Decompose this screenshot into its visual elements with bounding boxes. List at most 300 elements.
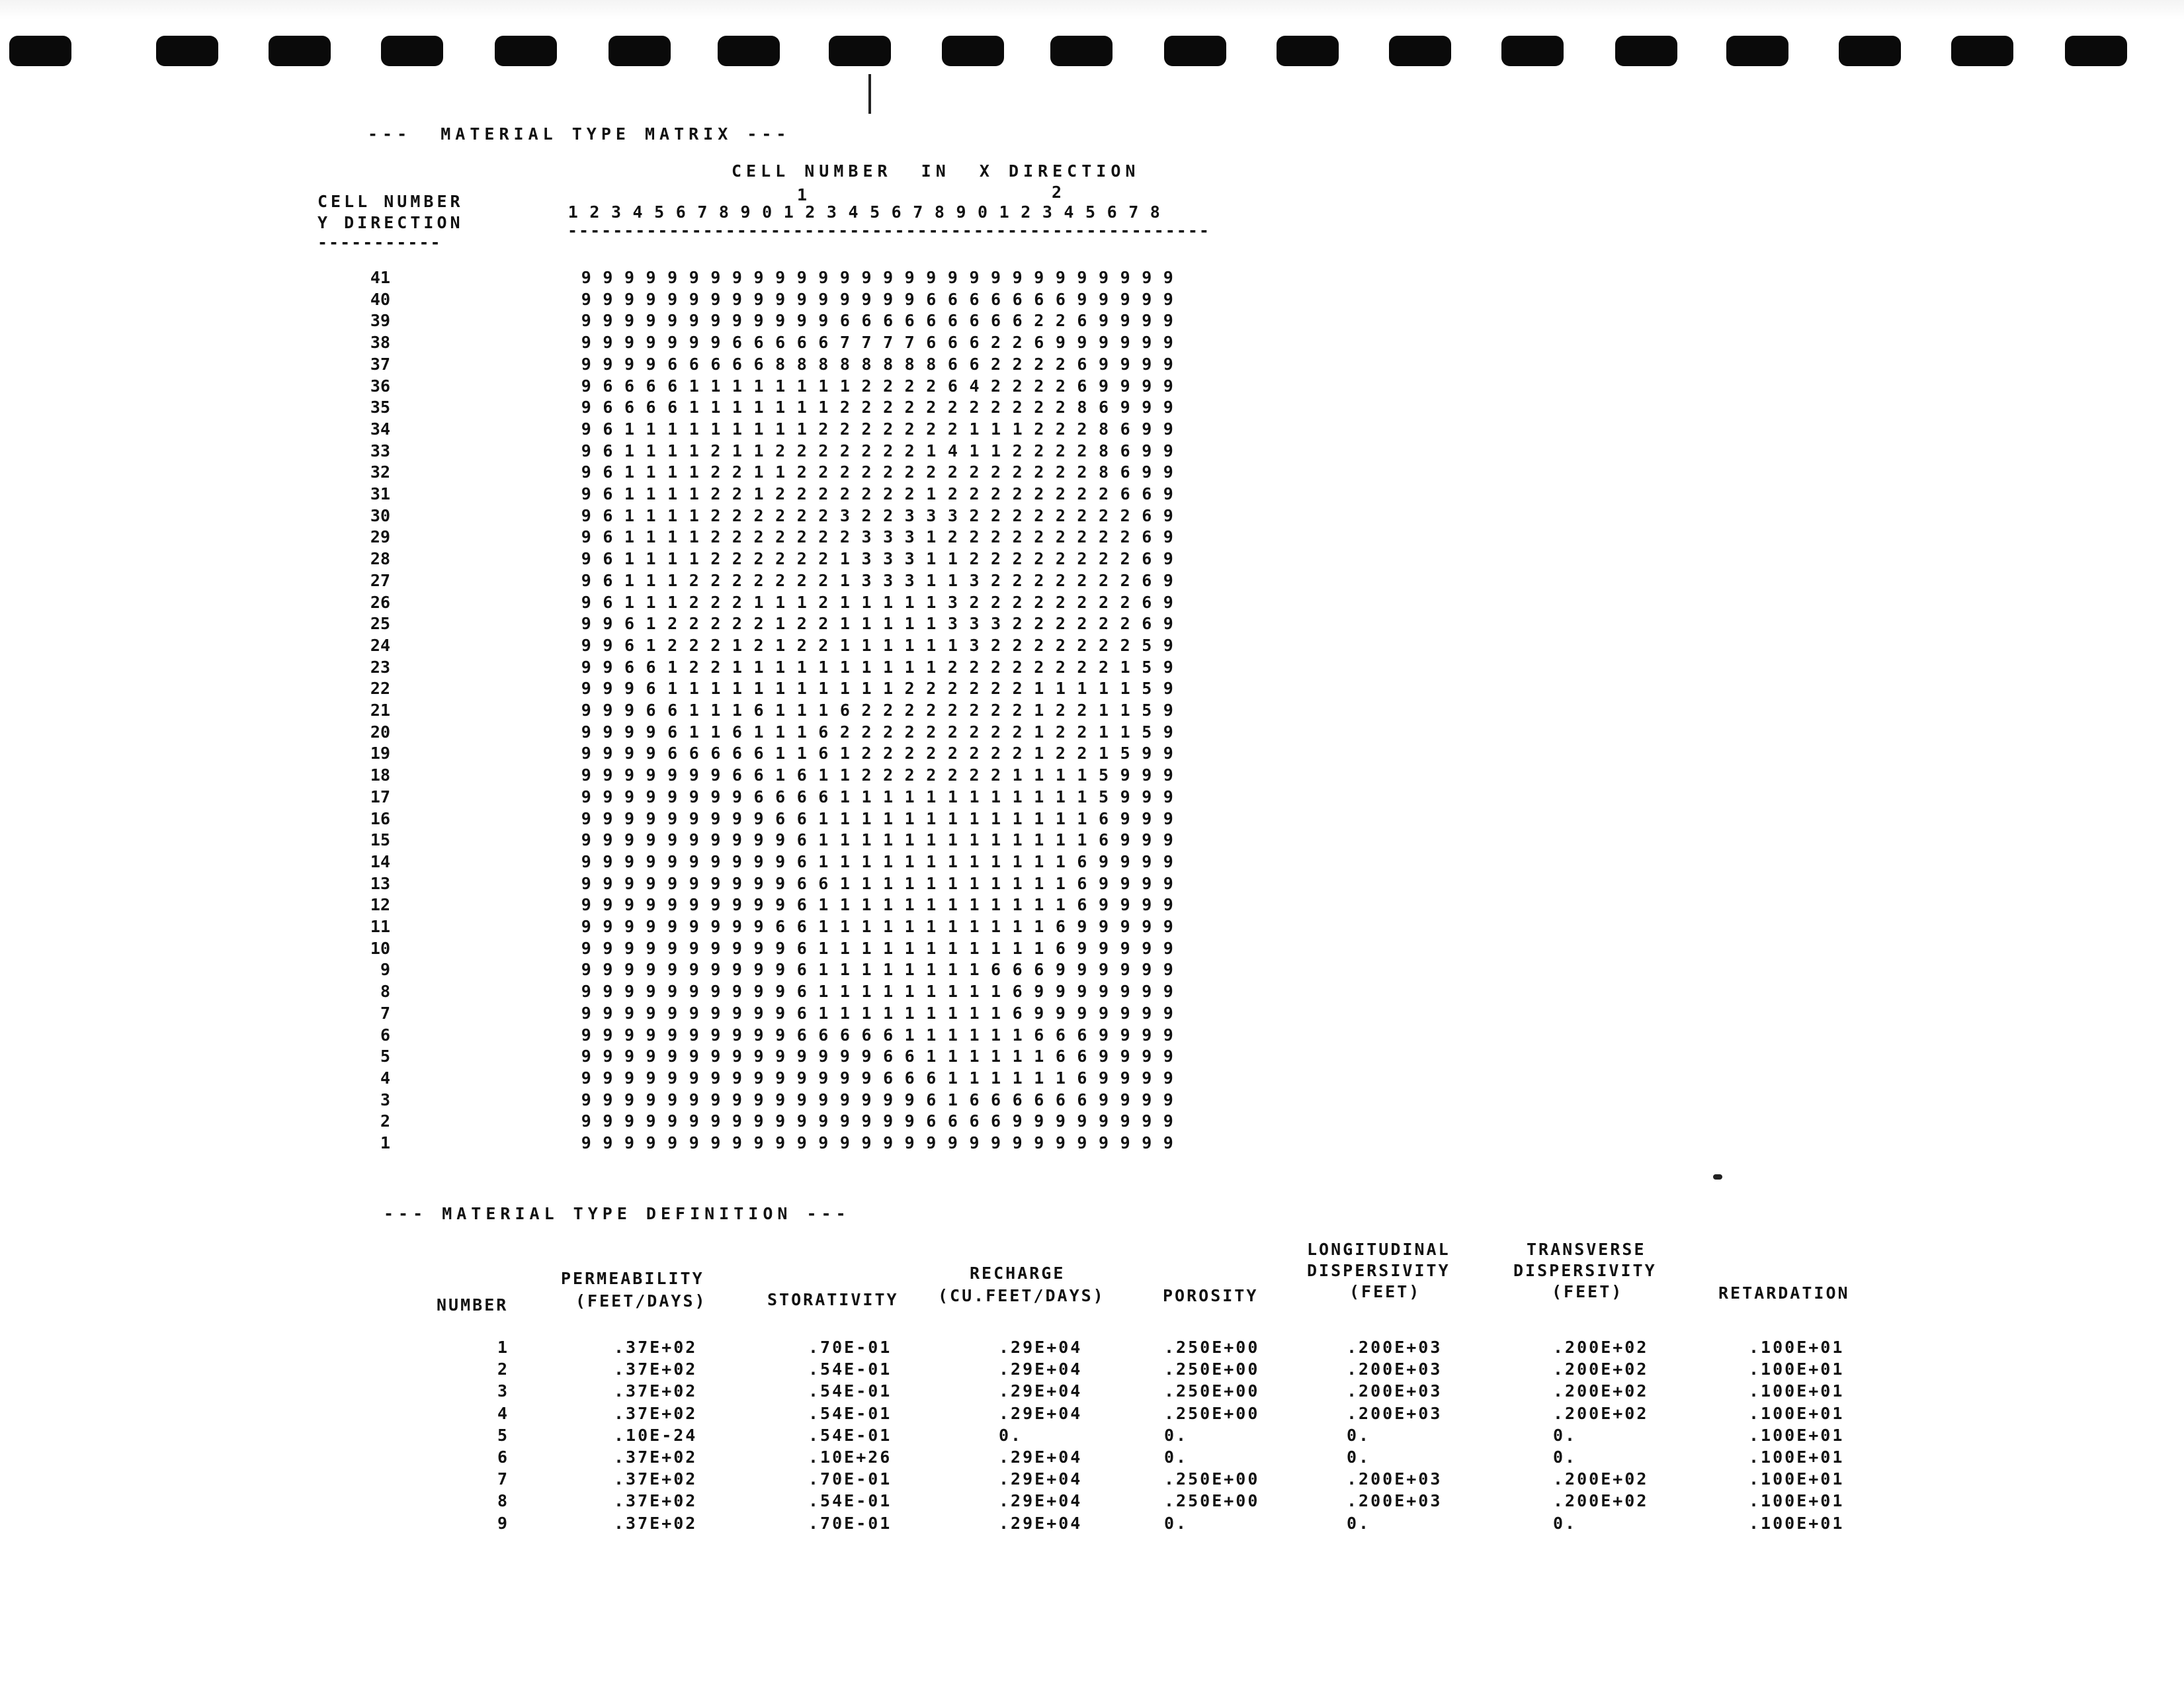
matrix-cell: 1 [861,982,872,1002]
x-column-numbers [562,202,1166,222]
matrix-cell: 2 [710,484,721,503]
matrix-cell: 6 [1077,1090,1087,1109]
matrix-cell: 2 [1055,441,1066,460]
feed-hole [609,36,671,66]
matrix-cell: 1 [839,873,850,893]
matrix-cell: 8 [883,354,894,374]
matrix-cell: 1 [1055,895,1066,915]
number-value: 2 [497,1360,510,1379]
x-column-number: 1 [567,202,578,222]
matrix-cell: 6 [1055,1047,1066,1066]
matrix-cell: 6 [1055,1025,1066,1045]
trans-disp-value: .200E+02 [1553,1360,1649,1379]
matrix-cell: 1 [926,938,937,958]
matrix-cell: 2 [818,592,829,612]
matrix-cell: 9 [732,808,742,828]
row-label: 14 [370,851,390,871]
matrix-cell: 9 [1120,1047,1130,1066]
matrix-cell: 2 [926,462,937,482]
number-value: 1 [497,1338,510,1357]
row-label: 29 [370,527,390,547]
matrix-cell: 9 [1142,311,1152,331]
matrix-cell: 9 [581,982,591,1002]
matrix-cell: 1 [1034,808,1044,828]
matrix-cell: 6 [818,744,829,763]
storativity-value: .54E-01 [808,1491,892,1511]
matrix-cell: 6 [904,311,915,331]
matrix-cell: 9 [796,311,807,331]
matrix-cell: 6 [947,1111,958,1131]
matrix-cell: 1 [667,462,678,482]
matrix-cell: 1 [732,419,742,439]
matrix-cell: 1 [1012,1068,1023,1088]
feed-hole [1050,36,1113,66]
matrix-row [575,830,1179,849]
matrix-cell: 6 [947,376,958,396]
matrix-cell: 2 [1077,614,1087,634]
matrix-cell: 1 [624,419,635,439]
matrix-cell: 1 [904,917,915,936]
matrix-cell: 9 [1099,268,1109,287]
matrix-cell: 6 [818,333,829,353]
matrix-cell: 9 [581,917,591,936]
matrix-cell: 2 [818,614,829,634]
matrix-cell: 9 [624,873,635,893]
matrix-cell: 2 [1034,592,1044,612]
matrix-cell: 6 [796,808,807,828]
matrix-cell: 9 [732,289,742,309]
matrix-cell: 2 [991,657,1001,677]
matrix-cell: 2 [839,398,850,417]
matrix-cell: 2 [732,592,742,612]
matrix-cell: 9 [581,1068,591,1088]
matrix-cell: 6 [796,787,807,806]
matrix-cell: 2 [667,635,678,655]
matrix-cell: 1 [689,505,699,525]
recharge-value: .29E+04 [999,1491,1083,1511]
matrix-cell: 9 [1142,873,1152,893]
matrix-cell: 9 [624,289,635,309]
matrix-cell: 6 [796,917,807,936]
matrix-cell: 2 [947,765,958,785]
matrix-cell: 9 [732,938,742,958]
matrix-cell: 1 [1077,679,1087,699]
matrix-cell: 6 [926,333,937,353]
matrix-cell: 1 [689,527,699,547]
matrix-cell: 1 [710,679,721,699]
matrix-cell: 3 [861,570,872,590]
matrix-cell: 2 [991,635,1001,655]
matrix-cell: 9 [603,808,613,828]
matrix-cell: 2 [1077,722,1087,742]
matrix-cell: 9 [839,1133,850,1152]
matrix-cell: 2 [904,484,915,503]
matrix-cell: 9 [1099,873,1109,893]
matrix-cell: 2 [861,462,872,482]
matrix-cell: 1 [947,938,958,958]
matrix-cell: 1 [667,527,678,547]
matrix-cell: 2 [689,570,699,590]
matrix-cell: 1 [1034,895,1044,915]
matrix-cell: 6 [710,354,721,374]
matrix-cell: 1 [969,873,980,893]
row-label: 6 [380,1025,390,1045]
x-column-number: 1 [783,202,794,222]
matrix-cell: 2 [1055,419,1066,439]
matrix-cell: 2 [926,722,937,742]
matrix-cell: 1 [1055,787,1066,806]
matrix-cell: 6 [603,549,613,569]
matrix-cell: 9 [883,1090,894,1109]
matrix-cell: 2 [1055,311,1066,331]
matrix-title: --- MATERIAL TYPE MATRIX --- [368,124,791,144]
matrix-cell: 1 [818,830,829,850]
matrix-cell: 9 [796,289,807,309]
matrix-cell: 9 [839,1111,850,1131]
permeability-value: .37E+02 [614,1403,698,1423]
matrix-cell: 9 [1120,765,1130,785]
matrix-cell: 6 [947,354,958,374]
feed-hole [1164,36,1226,66]
matrix-cell: 9 [624,1003,635,1023]
matrix-cell: 6 [710,744,721,763]
matrix-cell: 1 [839,765,850,785]
matrix-cell: 9 [1077,333,1087,353]
matrix-cell: 1 [947,808,958,828]
matrix-cell: 9 [1120,917,1130,936]
matrix-cell: 3 [969,614,980,634]
matrix-cell: 1 [926,527,937,547]
matrix-cell: 9 [1077,960,1087,980]
matrix-cell: 1 [883,873,894,893]
matrix-cell: 6 [947,289,958,309]
matrix-cell: 6 [1142,505,1152,525]
retardation-value: .100E+01 [1749,1360,1845,1379]
matrix-cell: 1 [818,938,829,958]
matrix-cell: 1 [926,657,937,677]
matrix-cell: 9 [710,1133,721,1152]
matrix-cell: 9 [1142,1003,1152,1023]
matrix-cell: 1 [818,982,829,1002]
matrix-cell: 9 [624,1025,635,1045]
matrix-cell: 5 [1142,635,1152,655]
matrix-cell: 9 [581,1025,591,1045]
matrix-cell: 9 [753,808,764,828]
matrix-cell: 2 [1034,614,1044,634]
matrix-cell: 6 [603,570,613,590]
matrix-cell: 9 [603,333,613,353]
matrix-cell: 2 [991,549,1001,569]
porosity-value: 0. [1164,1447,1189,1467]
matrix-cell: 1 [947,1047,958,1066]
matrix-cell: 2 [991,376,1001,396]
matrix-cell: 9 [1099,960,1109,980]
matrix-cell: 1 [1055,830,1066,850]
matrix-cell: 6 [1055,917,1066,936]
row-label: 30 [370,505,390,525]
matrix-cell: 1 [839,657,850,677]
matrix-cell: 2 [818,549,829,569]
x-column-number: 2 [805,202,816,222]
matrix-cell: 1 [969,851,980,871]
matrix-cell: 2 [775,570,786,590]
row-label: 11 [370,917,390,936]
matrix-cell: 6 [732,354,742,374]
matrix-cell: 1 [1034,744,1044,763]
matrix-cell: 2 [861,744,872,763]
recharge-value: .29E+04 [999,1381,1083,1401]
matrix-cell: 1 [904,592,915,612]
matrix-row [575,462,1179,482]
matrix-cell: 2 [710,635,721,655]
matrix-cell: 6 [796,982,807,1002]
matrix-cell: 9 [710,311,721,331]
matrix-cell: 2 [1012,505,1023,525]
matrix-cell: 9 [1142,419,1152,439]
matrix-row [575,1068,1179,1088]
matrix-cell: 1 [991,1025,1001,1045]
matrix-cell: 1 [861,895,872,915]
matrix-cell: 6 [1034,1090,1044,1109]
matrix-cell: 2 [926,744,937,763]
matrix-cell: 2 [926,701,937,720]
matrix-cell: 1 [667,419,678,439]
matrix-cell: 9 [775,895,786,915]
header-storativity: STORATIVITY [767,1290,899,1309]
matrix-cell: 9 [1142,1047,1152,1066]
matrix-cell: 2 [1055,527,1066,547]
matrix-cell: 3 [947,614,958,634]
matrix-cell: 1 [732,657,742,677]
matrix-cell: 6 [926,1111,937,1131]
row-label: 1 [380,1133,390,1152]
matrix-cell: 1 [1055,851,1066,871]
matrix-cell: 6 [1142,592,1152,612]
matrix-cell: 9 [624,960,635,980]
matrix-cell: 1 [947,1090,958,1109]
matrix-cell: 2 [861,441,872,460]
matrix-cell: 9 [581,398,591,417]
x-column-number: 3 [610,202,622,222]
matrix-cell: 1 [861,873,872,893]
matrix-cell: 1 [883,787,894,806]
matrix-cell: 6 [624,635,635,655]
matrix-cell: 9 [710,938,721,958]
matrix-cell: 6 [904,1047,915,1066]
matrix-cell: 2 [904,419,915,439]
matrix-cell: 9 [581,808,591,828]
matrix-cell: 9 [581,722,591,742]
matrix-cell: 9 [667,1111,678,1131]
x-column-number: 4 [1064,202,1074,222]
matrix-cell: 5 [1120,744,1130,763]
matrix-cell: 2 [1120,570,1130,590]
matrix-cell: 1 [775,701,786,720]
matrix-cell: 1 [926,1047,937,1066]
matrix-row [575,419,1179,439]
matrix-cell: 6 [818,787,829,806]
matrix-cell: 1 [775,722,786,742]
matrix-cell: 6 [1034,960,1044,980]
recharge-value: .29E+04 [999,1360,1083,1379]
matrix-cell: 6 [818,1025,829,1045]
storativity-value: .54E-01 [808,1403,892,1423]
matrix-cell: 9 [624,1133,635,1152]
matrix-cell: 8 [1099,419,1109,439]
matrix-cell: 1 [796,657,807,677]
matrix-cell: 2 [991,484,1001,503]
feed-hole [1615,36,1677,66]
header-porosity: POROSITY [1163,1286,1259,1305]
matrix-cell: 1 [926,808,937,828]
matrix-cell: 9 [667,1068,678,1088]
matrix-cell: 2 [796,614,807,634]
matrix-cell: 9 [710,787,721,806]
matrix-cell: 2 [991,765,1001,785]
matrix-cell: 3 [883,527,894,547]
number-value: 4 [497,1403,510,1423]
matrix-cell: 6 [646,679,656,699]
matrix-cell: 9 [667,851,678,871]
matrix-cell: 2 [1077,549,1087,569]
matrix-cell: 2 [969,527,980,547]
matrix-cell: 1 [624,549,635,569]
matrix-cell: 9 [689,1003,699,1023]
storativity-value: .54E-01 [808,1425,892,1445]
long-disp-value: .200E+03 [1347,1360,1443,1379]
matrix-cell: 1 [796,701,807,720]
matrix-cell: 2 [1099,549,1109,569]
matrix-cell: 1 [710,376,721,396]
matrix-cell: 6 [1034,333,1044,353]
matrix-cell: 9 [581,657,591,677]
matrix-cell: 2 [732,549,742,569]
matrix-cell: 9 [1120,960,1130,980]
matrix-cell: 2 [1012,484,1023,503]
matrix-cell: 9 [1099,1133,1109,1152]
matrix-cell: 9 [904,268,915,287]
matrix-cell: 9 [732,895,742,915]
trans-disp-value: 0. [1553,1447,1577,1467]
matrix-cell: 1 [947,1025,958,1045]
matrix-cell: 9 [581,873,591,893]
matrix-cell: 1 [1012,873,1023,893]
matrix-cell: 9 [1120,289,1130,309]
matrix-cell: 9 [1099,354,1109,374]
matrix-cell: 2 [1012,744,1023,763]
matrix-cell: 2 [947,701,958,720]
matrix-cell: 9 [624,938,635,958]
number-value: 8 [497,1491,510,1511]
matrix-cell: 2 [947,462,958,482]
matrix-cell: 1 [710,722,721,742]
matrix-cell: 1 [969,787,980,806]
matrix-cell: 9 [1163,1068,1173,1088]
matrix-cell: 9 [710,917,721,936]
matrix-cell: 1 [839,635,850,655]
row-label: 13 [370,873,390,893]
matrix-cell: 6 [775,808,786,828]
matrix-cell: 1 [926,873,937,893]
matrix-cell: 9 [667,982,678,1002]
matrix-cell: 1 [947,982,958,1002]
matrix-cell: 9 [710,830,721,850]
number-value: 5 [497,1425,510,1445]
matrix-cell: 2 [969,484,980,503]
matrix-row [575,722,1179,742]
matrix-cell: 9 [603,938,613,958]
permeability-value: .37E+02 [614,1513,698,1533]
row-label: 4 [380,1068,390,1088]
matrix-cell: 6 [603,505,613,525]
matrix-cell: 9 [861,268,872,287]
matrix-cell: 1 [689,462,699,482]
matrix-cell: 1 [753,722,764,742]
matrix-cell: 2 [1034,376,1044,396]
matrix-cell: 9 [603,765,613,785]
matrix-cell: 2 [904,722,915,742]
matrix-cell: 9 [1163,505,1173,525]
matrix-cell: 9 [1142,1111,1152,1131]
matrix-cell: 1 [1012,787,1023,806]
scan-speck [1713,1174,1722,1180]
matrix-cell: 1 [1034,1047,1044,1066]
matrix-cell: 1 [926,851,937,871]
matrix-row [575,658,1179,677]
matrix-cell: 9 [689,268,699,287]
porosity-value: .250E+00 [1164,1469,1260,1489]
matrix-cell: 9 [1142,917,1152,936]
matrix-cell: 9 [1099,917,1109,936]
row-label: 26 [370,592,390,612]
matrix-cell: 9 [646,311,656,331]
matrix-cell: 2 [775,505,786,525]
matrix-cell: 2 [1120,505,1130,525]
matrix-cell: 3 [904,527,915,547]
matrix-cell: 9 [667,808,678,828]
matrix-cell: 2 [1055,549,1066,569]
matrix-cell: 9 [667,787,678,806]
row-label: 31 [370,484,390,503]
matrix-cell: 1 [1034,851,1044,871]
storativity-value: .70E-01 [808,1513,892,1533]
matrix-cell: 9 [581,787,591,806]
matrix-cell: 9 [1142,376,1152,396]
matrix-cell: 9 [581,851,591,871]
matrix-cell: 5 [1142,722,1152,742]
matrix-cell: 6 [667,354,678,374]
matrix-cell: 2 [667,614,678,634]
matrix-cell: 6 [646,701,656,720]
matrix-cell: 6 [904,1068,915,1088]
matrix-cell: 1 [947,787,958,806]
matrix-cell: 9 [1120,333,1130,353]
matrix-cell: 2 [1034,398,1044,417]
matrix-cell: 9 [1077,1003,1087,1023]
feed-hole [156,36,218,66]
matrix-cell: 2 [818,505,829,525]
matrix-cell: 9 [883,1111,894,1131]
matrix-cell: 6 [667,701,678,720]
matrix-cell: 1 [1055,679,1066,699]
matrix-cell: 6 [796,895,807,915]
matrix-row [575,527,1179,546]
matrix-cell: 2 [1055,462,1066,482]
matrix-cell: 1 [861,960,872,980]
matrix-cell: 6 [839,1025,850,1045]
recharge-value: .29E+04 [999,1403,1083,1423]
matrix-cell: 9 [581,1003,591,1023]
